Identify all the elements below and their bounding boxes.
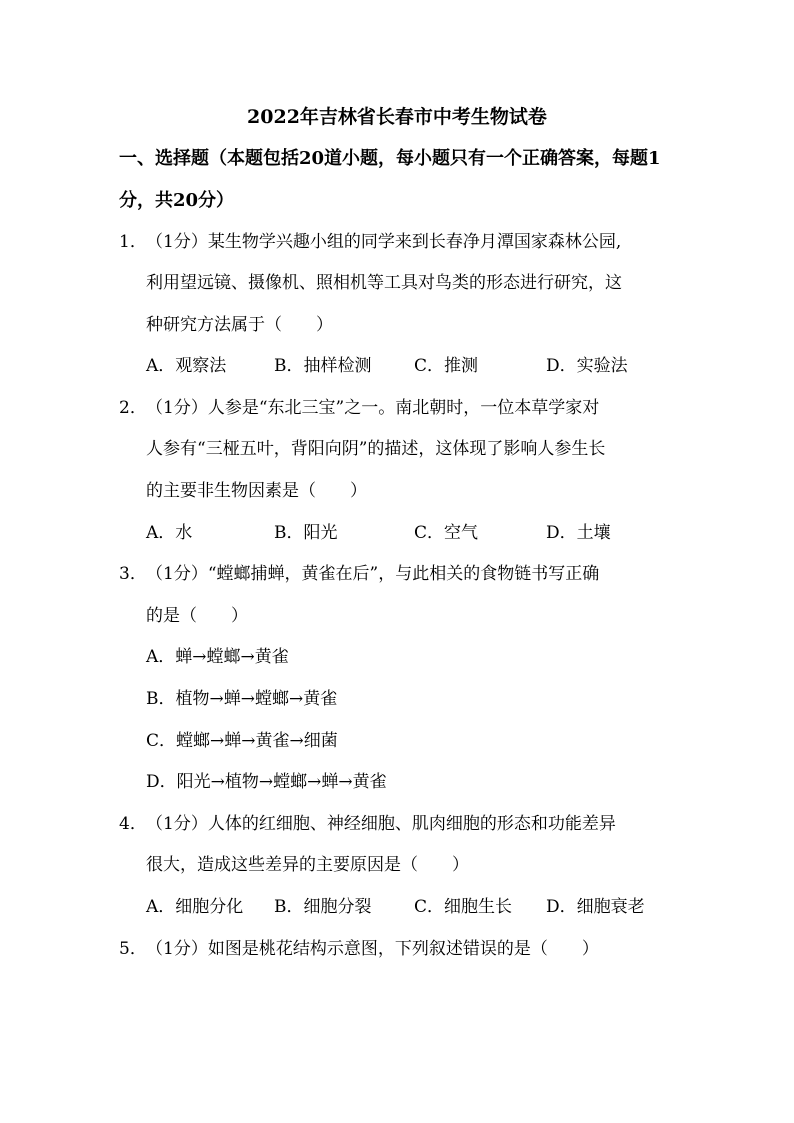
option-c: C．细胞生长 [414,897,513,917]
option-a: A．水 [146,523,193,543]
question-text-line: （1分）人参是“东北三宝”之一。南北朝时，一位本草学家对 [146,398,600,418]
question-text-line: （1分）某生物学兴趣小组的同学来到长春净月潭国家森林公园, [146,232,622,252]
page-title: 2022年吉林省长春市中考生物试卷 [247,106,547,128]
option-b: B．抽样检测 [274,356,372,376]
question-number: 4． [119,814,147,834]
option-d: D．实验法 [546,356,628,376]
option-b: B．阳光 [274,523,338,543]
option-b: B．植物→蝉→螳螂→黄雀 [146,689,338,709]
question-number: 1． [119,232,147,252]
question-text-line: 很大，造成这些差异的主要原因是（ ） [146,855,469,875]
question-text-line: （1分）人体的红细胞、神经细胞、肌肉细胞的形态和功能差异 [146,814,616,834]
section-heading [119,138,679,222]
section-heading-line-1: 一、选择题（本题包括20道小题，每小题只有一个正确答案，每题1 [119,148,661,169]
option-c: C．推测 [414,356,479,376]
option-a: A．蝉→螳螂→黄雀 [146,647,289,667]
option-d: D．细胞衰老 [546,897,645,917]
question-text-line: （1分）如图是桃花结构示意图，下列叙述错误的是（ ） [146,939,599,959]
question-text-line: 的主要非生物因素是（ ） [146,481,367,501]
option-d: D．阳光→植物→螳螂→蝉→黄雀 [146,772,387,792]
option-a: A．观察法 [146,356,227,376]
question-number: 3． [119,564,147,584]
question-text-line: 利用望远镜、摄像机、照相机等工具对鸟类的形态进行研究，这 [146,273,622,293]
question-text-line: （1分）“螳螂捕蝉，黄雀在后”，与此相关的食物链书写正确 [146,564,600,584]
option-c: C．螳螂→蝉→黄雀→细菌 [146,731,338,751]
option-c: C．空气 [414,523,479,543]
section-heading-line-2: 分，共20分） [119,190,235,211]
question-number: 5． [119,939,147,959]
option-b: B．细胞分裂 [274,897,372,917]
question-text-line: 人参有“三桠五叶，背阳向阴”的描述，这体现了影响人参生长 [146,439,606,459]
question-text-line: 的是（ ） [146,606,248,626]
question-text-line: 种研究方法属于（ ） [146,315,333,335]
option-d: D．土壤 [546,523,611,543]
option-a: A．细胞分化 [146,897,244,917]
question-number: 2． [119,398,147,418]
